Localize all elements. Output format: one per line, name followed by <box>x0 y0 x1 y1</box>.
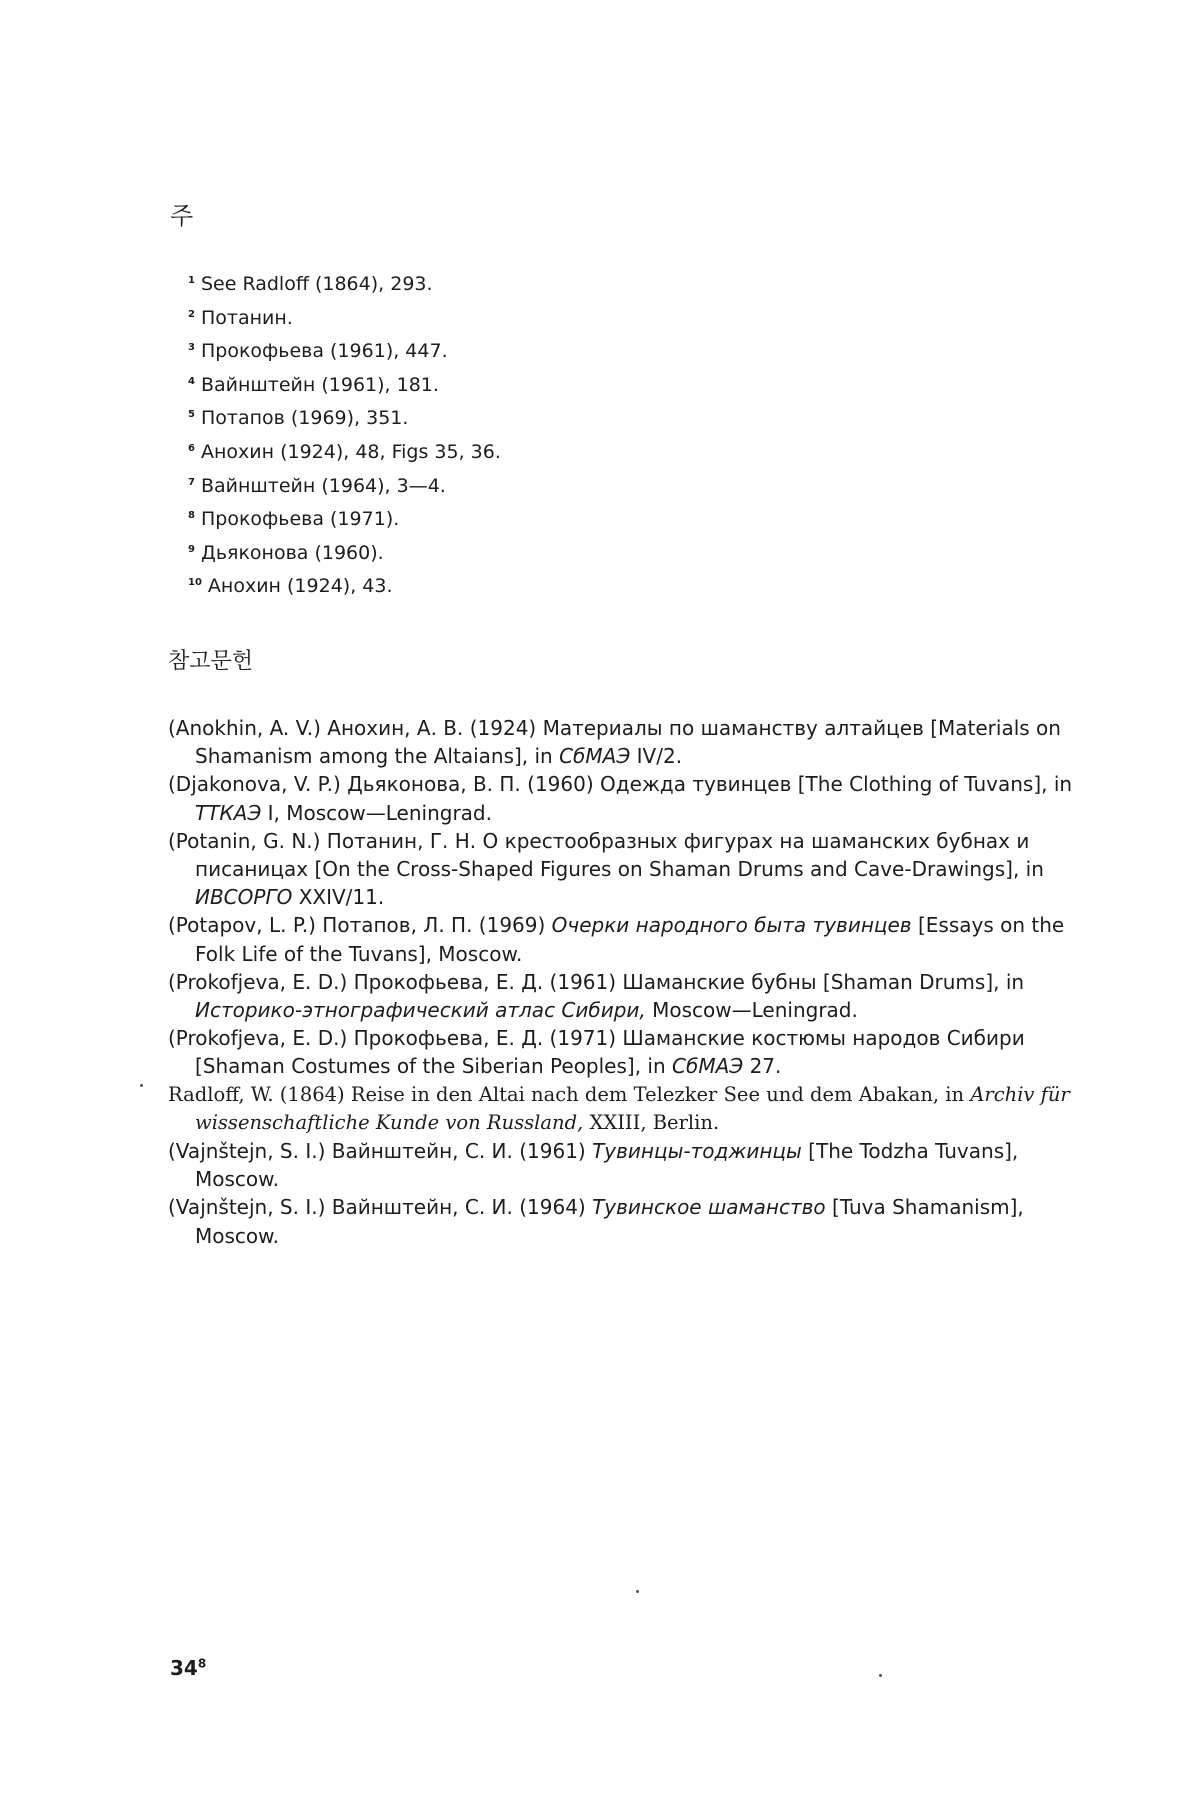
references-heading: 참고문헌 <box>168 649 254 674</box>
reference-text: [The Todzha Tuvans], Moscow. <box>195 1139 1019 1192</box>
note-number: 2 <box>188 308 195 320</box>
reference-text: Radloff, W. (1864) Reise in den Altai nach dem Telezker See und dem Abakan, in <box>168 1082 971 1106</box>
note-number: 10 <box>188 577 202 589</box>
note-text: See Radloff (1864), 293. <box>200 273 433 295</box>
reference-text: [Essays on the Folk Life of the Tuvans], Moscow. <box>195 913 1065 966</box>
reference-item <box>168 911 1098 967</box>
page-number <box>170 1656 206 1680</box>
note-item <box>188 468 501 502</box>
note-text: Анохин (1924), 43. <box>207 575 393 598</box>
note-number: 7 <box>188 476 195 488</box>
note-text: Прокофьева (1971). <box>200 508 400 531</box>
reference-title: СбМАЭ <box>559 744 631 769</box>
reference-item <box>168 827 1098 912</box>
reference-item <box>168 714 1098 770</box>
note-item <box>188 501 501 535</box>
note-text: Прокофьева (1961), 447. <box>200 340 448 363</box>
note-number: 3 <box>188 342 195 354</box>
note-item <box>188 333 501 367</box>
reference-title: Историко-этнографический атлас Сибири, <box>195 998 646 1023</box>
notes-heading: 주 <box>170 202 194 230</box>
page-number-sup: 8 <box>197 1656 207 1671</box>
scan-speck <box>879 1674 882 1677</box>
reference-text: (Vajnštejn, S. I.) Вайнштейн, С. И. (1961) <box>168 1139 593 1164</box>
reference-title: Тувинцы-тоджинцы <box>592 1139 802 1164</box>
reference-text: (Prokofjeva, E. D.) Прокофьева, Е. Д. (1961) Шаманские бубны [Shaman Drums], in <box>168 969 1025 994</box>
reference-title: Archiv für wissenschaftliche Kunde von Russland, <box>195 1082 1070 1134</box>
reference-text: Moscow—Leningrad. <box>645 998 858 1023</box>
reference-title: ИВСОРГО <box>195 885 293 910</box>
note-text: Потапов (1969), 351. <box>200 407 409 430</box>
reference-text: IV/2. <box>630 744 683 769</box>
reference-title: СбМАЭ <box>672 1054 744 1079</box>
note-number: 5 <box>188 409 195 421</box>
reference-text: (Prokofjeva, E. D.) Прокофьева, Е. Д. (1971) Шаманские костюмы народов Сибири [Shaman Costumes of the Siberian Peoples], in <box>168 1026 1025 1079</box>
reference-item <box>168 1137 1098 1193</box>
scan-speck <box>140 1084 143 1087</box>
note-text: Вайнштейн (1964), 3—4. <box>200 474 446 497</box>
note-item <box>188 400 501 434</box>
page-number-base: 34 <box>170 1656 198 1680</box>
note-number: 4 <box>188 375 195 387</box>
reference-text: XXIV/11. <box>292 885 385 910</box>
reference-item <box>168 770 1098 826</box>
note-item <box>188 535 501 569</box>
scan-speck <box>636 1590 639 1593</box>
reference-text: [Tuva Shamanism], Moscow. <box>195 1195 1024 1248</box>
reference-title: ТТКАЭ <box>195 800 262 825</box>
reference-text: (Djakonova, V. P.) Дьяконова, В. П. (1960) Одежда тувинцев [The Clothing of Tuvans], in <box>168 772 1073 797</box>
reference-title: Тувинское шаманство <box>592 1195 826 1220</box>
note-number: 1 <box>188 275 195 286</box>
reference-text: I, Moscow—Leningrad. <box>261 800 492 825</box>
reference-text: (Vajnštejn, S. I.) Вайнштейн, С. И. (1964) <box>168 1195 593 1220</box>
notes-list <box>188 266 501 602</box>
reference-item <box>168 1024 1098 1080</box>
note-item <box>188 434 501 468</box>
reference-title: Очерки народного быта тувинцев <box>551 913 912 938</box>
note-item <box>188 568 501 602</box>
note-number: 8 <box>188 510 195 522</box>
note-item <box>188 367 501 401</box>
note-number: 6 <box>188 442 195 454</box>
note-item <box>188 266 501 300</box>
reference-text: (Potanin, G. N.) Потанин, Г. Н. О крестообразных фигурах на шаманских бубнах и писаницах [On the Cross-Shaped Figures on Shaman Drums and Cave-Drawings], in <box>168 828 1044 882</box>
reference-item <box>168 968 1098 1024</box>
reference-item <box>168 1081 1098 1137</box>
reference-text: 27. <box>743 1054 782 1079</box>
note-text: Анохин (1924), 48, Figs 35, 36. <box>200 440 501 463</box>
note-item <box>188 300 501 334</box>
note-text: Вайнштейн (1961), 181. <box>200 373 439 396</box>
note-text: Потанин. <box>200 306 293 329</box>
references-list <box>168 714 1098 1250</box>
note-number: 9 <box>188 543 195 555</box>
reference-text: XXIII, Berlin. <box>583 1110 720 1134</box>
reference-text: (Potapov, L. P.) Потапов, Л. П. (1969) <box>168 913 552 938</box>
reference-text: (Anokhin, A. V.) Анохин, А. В. (1924) Материалы по шаманству алтайцев [Materials on Shamanism among the Altaians], in <box>168 716 1061 769</box>
note-text: Дьяконова (1960). <box>200 541 384 564</box>
reference-item <box>168 1193 1098 1249</box>
